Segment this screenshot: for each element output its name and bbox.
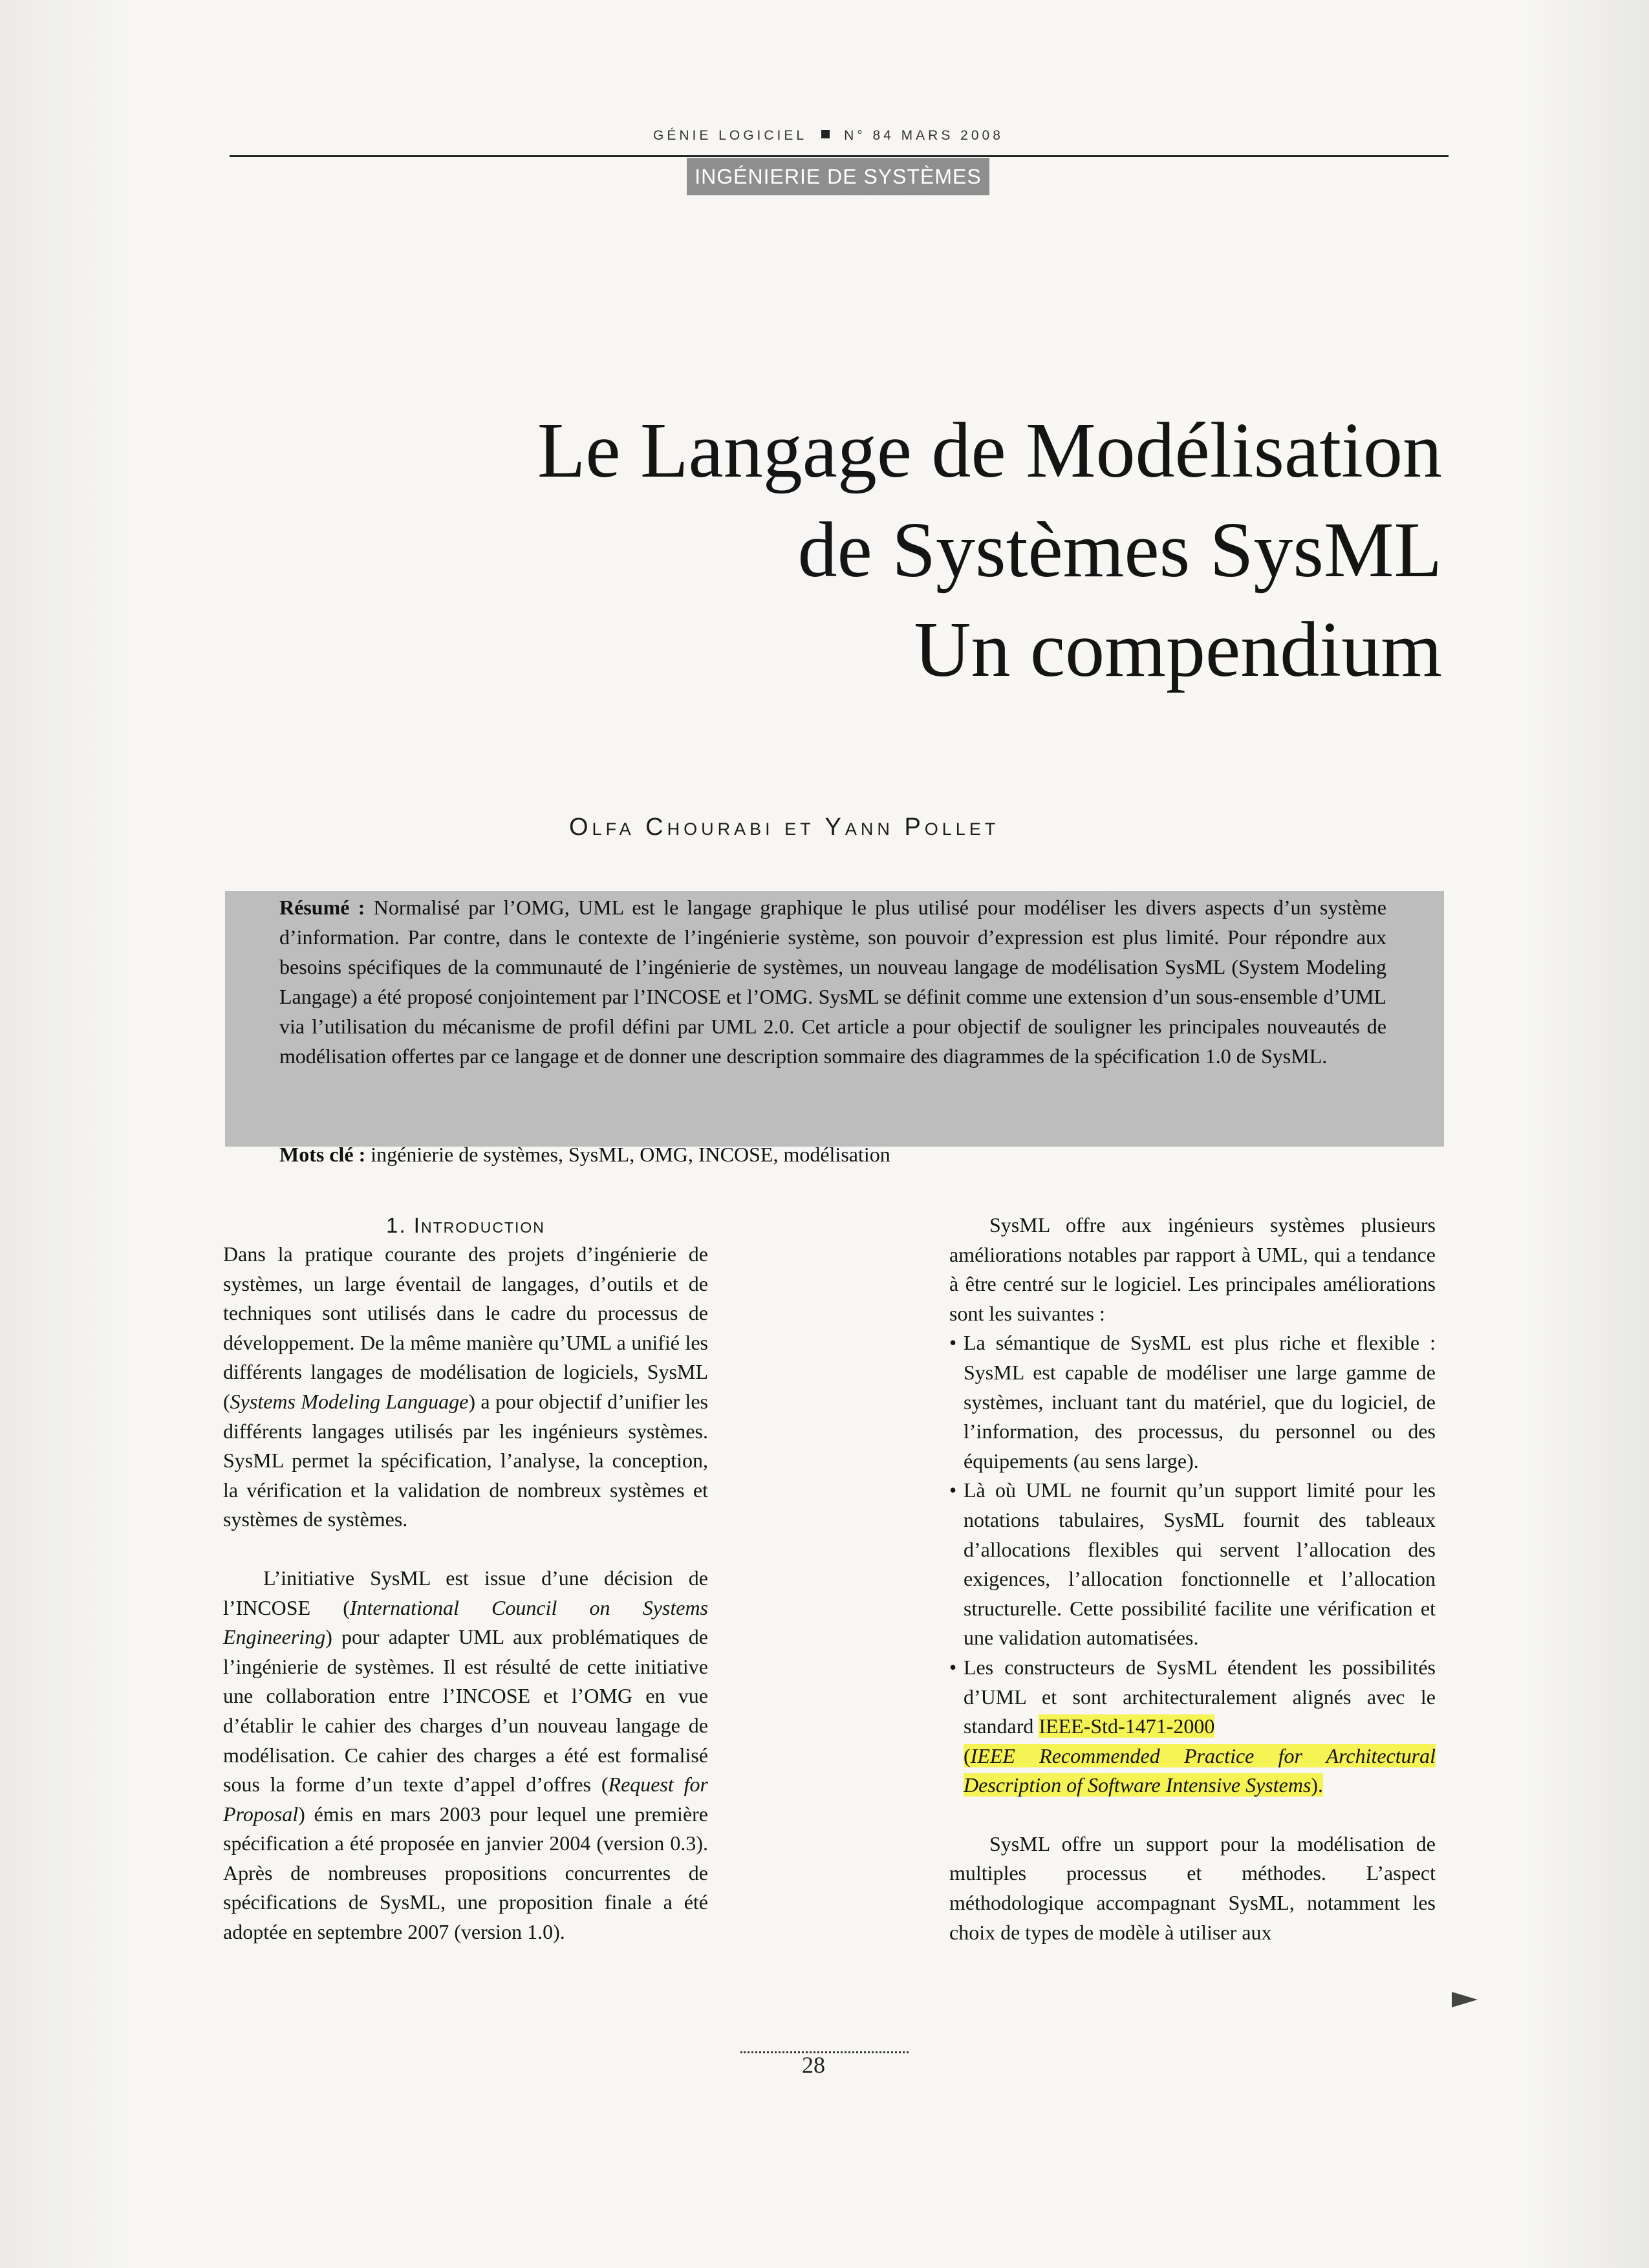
- journal-name: GÉNIE LOGICIEL: [653, 128, 808, 143]
- separator-square-icon: [821, 130, 830, 138]
- keywords-label: Mots clé :: [279, 1143, 366, 1166]
- title-line-1: Le Langage de Modélisation: [537, 407, 1442, 494]
- text-run: ) pour adapter UML aux problématiques de l’ingénierie de systèmes. Il est résulté de cette initiative une collaboration entre l’INCOSE et l’OMG en vue d’établir le cahier des charges d’un nouveau langage de modélisation. Ce cahier des charges a été est formalisé sous la forme d’un texte d’appel d’offres (: [223, 1625, 708, 1797]
- text-run: L’initiative SysML est issue d’une décision de l’INCOSE (: [223, 1566, 708, 1619]
- list-item: [949, 1653, 1436, 1800]
- improvements-list: [949, 1328, 1436, 1800]
- methods-paragraph: SysML offre un support pour la modélisation de multiples processus et méthodes. L’aspect méthodologique accompagnant SysML, notamment les choix de types de modèle à utiliser aux: [949, 1831, 1436, 1944]
- emphasis: Request for Proposal: [223, 1773, 709, 1826]
- intro-paragraph-2: [223, 1564, 708, 1947]
- keywords: [279, 1139, 1386, 1169]
- abstract-label: Résumé :: [279, 896, 365, 919]
- abstract: [279, 892, 1386, 1071]
- intro-paragraph-1: [223, 1240, 708, 1535]
- keywords-text: ingénierie de systèmes, SysML, OMG, INCOSE, modélisation: [371, 1143, 890, 1166]
- article-title: [278, 401, 1442, 700]
- issue-info: N° 84 MARS 2008: [844, 128, 1004, 143]
- header-rule: [230, 155, 1449, 157]
- text-run: ) a pour objectif d’unifier les différents langages utilisés par les ingénieurs systèmes. SysML permet la spécification, l’analyse, la conception, la vérification et la validation de nombreux systèmes et systèmes de systèmes.: [223, 1389, 709, 1531]
- continue-arrow-icon: [1452, 1992, 1478, 2007]
- authors: Olfa Chourabi et Yann Pollet: [569, 814, 1000, 841]
- section-tag: INGÉNIERIE DE SYSTÈMES: [687, 158, 989, 195]
- highlighted-standard-title: IEEE Recommended Practice for Architectural Description of Software Intensive Systems: [964, 1744, 1436, 1797]
- text-run: Les constructeurs de SysML étendent les possibilités d’UML et sont architecturalement alignés avec le standard: [964, 1655, 1436, 1738]
- emphasis: International Council on Systems Engineering: [223, 1595, 709, 1649]
- highlighted-open-paren: (: [964, 1744, 971, 1767]
- title-line-3: Un compendium: [914, 606, 1442, 693]
- text-run: ) émis en mars 2003 pour lequel une première spécification a été proposée en janvier 2004 (version 0.3). Après de nombreuses propositions concurrentes de spécifications de SysML, une proposition finale a été adoptée en septembre 2007 (version 1.0).: [223, 1802, 708, 1944]
- highlighted-standard: IEEE-Std-1471-2000: [1039, 1714, 1215, 1738]
- section-heading: 1. Introduction: [386, 1213, 545, 1237]
- page-number: 28: [802, 2052, 825, 2078]
- highlighted-close-paren: ).: [1311, 1773, 1324, 1797]
- text-run: Dans la pratique courante des projets d’ingénierie de systèmes, un large éventail de langages, d’outils et de techniques sont utilisés dans le cadre du processus de développement. De la même manière qu’UML a unifié les différents langages de modélisation de logiciels, SysML (: [223, 1242, 708, 1413]
- abstract-text: Normalisé par l’OMG, UML est le langage graphique le plus utilisé pour modéliser les divers aspects d’un système d’information. Par contre, dans le contexte de l’ingénierie système, son pouvoir d’expression est plus limité. Pour répondre aux besoins spécifiques de la communauté de l’ingénierie de systèmes, un nouveau langage de modélisation SysML (System Modeling Langage) a été proposé conjointement par l’INCOSE et l’OMG. SysML se définit comme une extension d’un sous-ensemble d’UML via l’utilisation du mécanisme de profil défini par UML 2.0. Cet article a pour objectif de souligner les principales nouveautés de modélisation offertes par ce langage et de donner une description sommaire des diagrammes de la spécification 1.0 de SysML.: [279, 896, 1387, 1068]
- improvements-intro: SysML offre aux ingénieurs systèmes plusieurs améliorations notables par rapport à UML, qui a tendance à être centré sur le logiciel. Les principales améliorations sont les suivantes :: [949, 1213, 1436, 1325]
- running-head: [653, 128, 1004, 144]
- title-line-2: de Systèmes SysML: [797, 506, 1442, 594]
- list-item: • La sémantique de SysML est plus riche et flexible : SysML est capable de modéliser une large gamme de systèmes, incluant tant du matériel, que du logiciel, de l’information, des processus, du personnel ou des équipements (au sens large).: [949, 1328, 1436, 1476]
- right-column: [949, 1211, 1436, 1947]
- list-item: • Là où UML ne fournit qu’un support limité pour les notations tabulaires, SysML fournit des tableaux d’allocations flexibles qui servent l’allocation des exigences, l’allocation fonctionnelle et l’allocation structurelle. Cette possibilité facilite une vérification et une validation automatisées.: [949, 1476, 1436, 1653]
- left-column: [223, 1211, 708, 1947]
- emphasis: Systems Modeling Language: [230, 1389, 469, 1413]
